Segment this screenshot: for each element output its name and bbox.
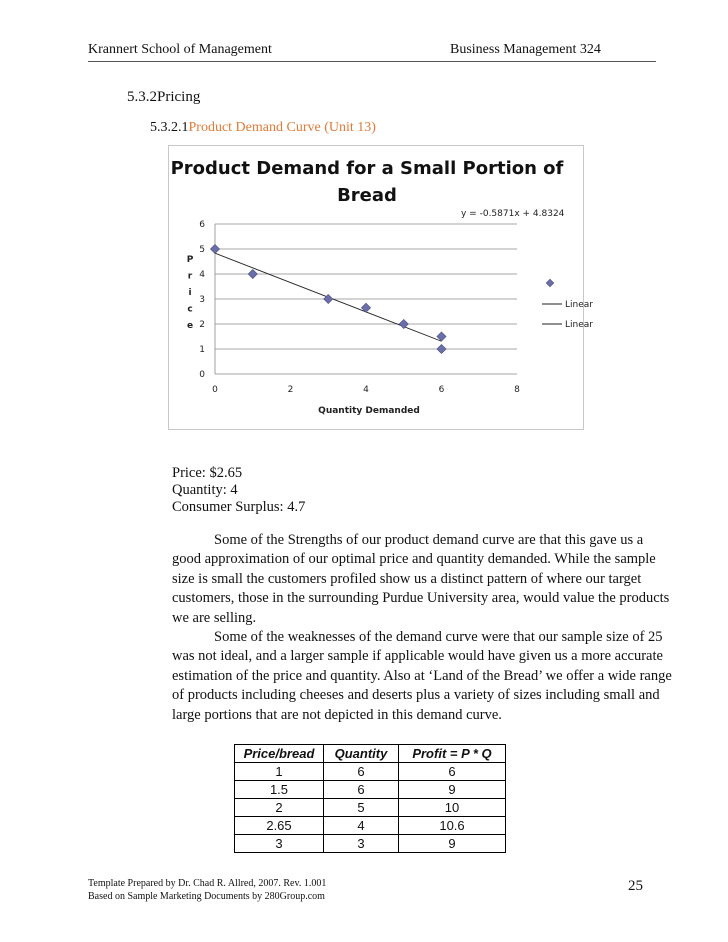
x-tick-label: 4 <box>363 385 369 395</box>
y-axis-label-letter: e <box>186 321 194 331</box>
col-price-header: Price/bread <box>235 745 324 763</box>
cell-profit: 9 <box>399 781 506 799</box>
header-course: Business Management 324 <box>450 42 601 57</box>
legend-label: Linear <box>565 320 593 330</box>
y-tick-label: 6 <box>199 220 205 230</box>
y-tick-label: 0 <box>199 370 205 380</box>
x-axis-label: Quantity Demanded <box>318 406 420 416</box>
section-number: 5.3.2 <box>127 89 157 105</box>
subsection-number: 5.3.2.1 <box>150 120 189 135</box>
data-point <box>399 319 408 328</box>
cell-price: 1 <box>235 763 324 781</box>
y-tick-label: 4 <box>199 270 205 280</box>
col-profit-header: Profit = P * Q <box>399 745 506 763</box>
data-point <box>437 344 446 353</box>
col-quantity-header: Quantity <box>324 745 399 763</box>
data-point <box>210 244 219 253</box>
y-tick-label: 1 <box>199 345 205 355</box>
cell-price: 2 <box>235 799 324 817</box>
cell-price: 1.5 <box>235 781 324 799</box>
trendline-equation: y = -0.5871x + 4.8324 <box>461 209 565 219</box>
y-tick-label: 2 <box>199 320 205 330</box>
weaknesses-paragraph <box>172 628 672 725</box>
result-quantity: Quantity: 4 <box>172 482 238 498</box>
section-heading <box>127 89 200 106</box>
x-tick-label: 2 <box>287 385 294 395</box>
result-consumer-surplus: Consumer Surplus: 4.7 <box>172 499 306 515</box>
chart-title-line1: Product Demand for a Small Portion of <box>170 158 564 179</box>
strengths-paragraph <box>172 531 672 628</box>
table-row <box>235 763 506 781</box>
table-header-row <box>235 745 506 763</box>
cell-quantity: 3 <box>324 835 399 853</box>
cell-price: 2.65 <box>235 817 324 835</box>
cell-profit: 6 <box>399 763 506 781</box>
cell-quantity: 6 <box>324 781 399 799</box>
table-row <box>235 799 506 817</box>
x-tick-label: 6 <box>438 385 445 395</box>
header-rule <box>88 61 656 62</box>
strengths-text: Some of the Strengths of our product demand curve are that this gave us a good approximation of our optimal price and quantity demanded. While the sample size is small the customers profiled show us a distinct pattern of where our target customers, those in the surrounding Purdue University area, would value the products we are selling. <box>172 532 670 626</box>
table-row <box>235 835 506 853</box>
weaknesses-text: Some of the weaknesses of the demand curve were that our sample size of 25 was not ideal, and a larger sample if applicable would have given us a more accurate estimation of the price and quantity. Also at ‘Land of the Bread’ we offer a wide range of products including cheeses and deserts plus a variety of sizes including small and large portions that are not depicted in this demand curve. <box>172 629 672 723</box>
chart-title-line2: Bread <box>337 185 397 206</box>
y-tick-label: 5 <box>199 245 205 255</box>
footer-line2: Based on Sample Marketing Documents by 280Group.com <box>88 891 325 902</box>
legend-marker <box>546 279 554 287</box>
result-price: Price: $2.65 <box>172 465 243 481</box>
cell-profit: 9 <box>399 835 506 853</box>
section-title: Pricing <box>157 89 201 105</box>
x-tick-label: 0 <box>212 385 218 395</box>
y-axis-label-letter: i <box>188 288 192 298</box>
footer-line1: Template Prepared by Dr. Chad R. Allred, 2007. Rev. 1.001 <box>88 878 327 889</box>
data-point <box>248 269 257 278</box>
demand-chart <box>168 145 593 430</box>
subsection-heading <box>150 120 376 136</box>
legend-label: Linear <box>565 300 593 310</box>
footer-credits <box>88 877 326 903</box>
cell-price: 3 <box>235 835 324 853</box>
page-number: 25 <box>628 878 643 894</box>
subsection-title: Product Demand Curve (Unit 13) <box>188 120 376 135</box>
y-axis-label-letter: P <box>186 255 194 265</box>
cell-profit: 10 <box>399 799 506 817</box>
profit-table <box>234 744 506 853</box>
table-row <box>235 781 506 799</box>
y-axis-label-letter: r <box>187 271 193 282</box>
cell-quantity: 6 <box>324 763 399 781</box>
y-tick-label: 3 <box>199 295 205 305</box>
demand-chart-svg <box>169 146 593 429</box>
pricing-results <box>172 465 305 516</box>
y-axis-label-letter: c <box>187 304 193 315</box>
x-tick-label: 8 <box>514 385 520 395</box>
cell-profit: 10.6 <box>399 817 506 835</box>
cell-quantity: 5 <box>324 799 399 817</box>
cell-quantity: 4 <box>324 817 399 835</box>
table-row <box>235 817 506 835</box>
header-school: Krannert School of Management <box>88 42 272 57</box>
